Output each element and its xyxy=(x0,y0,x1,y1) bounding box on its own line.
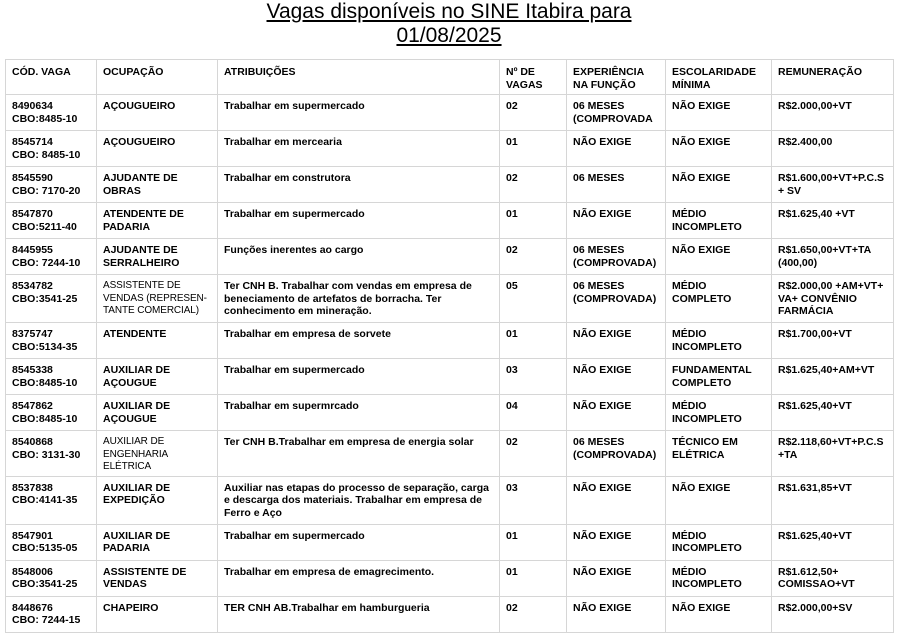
cell-experiencia: NÃO EXIGE xyxy=(567,131,666,167)
cell-vagas: 03 xyxy=(500,476,567,524)
cell-escolaridade: FUNDAMENTAL COMPLETO xyxy=(666,359,772,395)
cell-vagas: 05 xyxy=(500,275,567,323)
cell-remuneracao: R$2.000,00+VT xyxy=(772,95,894,131)
cell-experiencia: NÃO EXIGE xyxy=(567,476,666,524)
cell-atribuicoes: Ter CNH B.Trabalhar em empresa de energia solar xyxy=(218,431,500,477)
cell-atribuicoes: Trabalhar em supermrcado xyxy=(218,395,500,431)
vaga-code: 8547901 xyxy=(12,529,53,542)
cbo-code: CBO:8485-10 xyxy=(12,412,78,425)
cell-remuneracao: R$1.625,40+VT xyxy=(772,524,894,560)
cbo-code: CBO:5135-05 xyxy=(12,542,78,555)
cell-experiencia: 06 MESES xyxy=(567,167,666,203)
cell-cod xyxy=(6,476,97,524)
cbo-code: CBO: 8485-10 xyxy=(12,148,81,161)
table-row xyxy=(6,203,894,239)
cell-experiencia: NÃO EXIGE xyxy=(567,560,666,596)
cell-remuneracao: R$2.000,00 +AM+VT+ VA+ CONVÊNIO FARMÁCIA xyxy=(772,275,894,323)
cell-escolaridade: NÃO EXIGE xyxy=(666,476,772,524)
cell-escolaridade: MÉDIO COMPLETO xyxy=(666,275,772,323)
vaga-code: 8540868 xyxy=(12,436,53,448)
cell-ocupacao: ASSISTENTE DE VENDAS (REPRESEN-TANTE COMERCIAL) xyxy=(97,275,218,323)
cell-vagas: 01 xyxy=(500,203,567,239)
cell-experiencia: NÃO EXIGE xyxy=(567,203,666,239)
cell-ocupacao: AUXILIAR DE AÇOUGUE xyxy=(97,395,218,431)
table-row xyxy=(6,323,894,359)
cell-escolaridade: MÉDIO INCOMPLETO xyxy=(666,395,772,431)
cell-ocupacao: AUXILIAR DE ENGENHARIA ELÉTRICA xyxy=(97,431,218,477)
cell-remuneracao: R$1.612,50+ COMISSAO+VT xyxy=(772,560,894,596)
cell-remuneracao: R$2.118,60+VT+P.C.S +TA xyxy=(772,431,894,477)
vaga-code: 8547862 xyxy=(12,400,53,412)
cell-ocupacao: ASSISTENTE DE VENDAS xyxy=(97,560,218,596)
cell-cod xyxy=(6,167,97,203)
vaga-code: 8375747 xyxy=(12,328,53,340)
header-atribuicoes: ATRIBUIÇÕES xyxy=(218,60,500,95)
cbo-code: CBO:3541-25 xyxy=(12,292,78,305)
cell-escolaridade: NÃO EXIGE xyxy=(666,239,772,275)
table-row xyxy=(6,275,894,323)
cell-cod xyxy=(6,239,97,275)
cbo-code: CBO: 7170-20 xyxy=(12,184,81,197)
cbo-code: CBO:5134-35 xyxy=(12,340,78,353)
table-row xyxy=(6,560,894,596)
jobs-table xyxy=(5,59,894,633)
cell-atribuicoes: Trabalhar em mercearia xyxy=(218,131,500,167)
cell-escolaridade: MÉDIO INCOMPLETO xyxy=(666,560,772,596)
cell-cod xyxy=(6,560,97,596)
cell-experiencia: NÃO EXIGE xyxy=(567,323,666,359)
cell-ocupacao: CHAPEIRO xyxy=(97,596,218,632)
cell-cod xyxy=(6,203,97,239)
cell-escolaridade: NÃO EXIGE xyxy=(666,95,772,131)
header-cod: CÓD. VAGA xyxy=(6,60,97,95)
table-row xyxy=(6,239,894,275)
cell-ocupacao: AÇOUGUEIRO xyxy=(97,95,218,131)
cell-ocupacao: ATENDENTE DE PADARIA xyxy=(97,203,218,239)
cell-experiencia: 06 MESES (COMPROVADA) xyxy=(567,275,666,323)
cell-atribuicoes: Trabalhar em empresa de sorvete xyxy=(218,323,500,359)
table-row xyxy=(6,431,894,477)
cell-ocupacao: ATENDENTE xyxy=(97,323,218,359)
vaga-code: 8545338 xyxy=(12,364,53,376)
cell-experiencia: 06 MESES (COMPROVADA) xyxy=(567,431,666,477)
vaga-code: 8548006 xyxy=(12,565,53,578)
vaga-code: 8534782 xyxy=(12,280,53,292)
cell-vagas: 02 xyxy=(500,95,567,131)
table-row xyxy=(6,395,894,431)
cell-remuneracao: R$2.000,00+SV xyxy=(772,596,894,632)
page-title xyxy=(0,0,898,48)
cell-atribuicoes: Trabalhar em supermercado xyxy=(218,524,500,560)
cbo-code: CBO: 7244-10 xyxy=(12,256,81,269)
cell-remuneracao: R$1.625,40+VT xyxy=(772,395,894,431)
cell-remuneracao: R$2.400,00 xyxy=(772,131,894,167)
cbo-code: CBO: 3131-30 xyxy=(12,448,81,461)
table-row xyxy=(6,476,894,524)
cell-atribuicoes: Trabalhar em construtora xyxy=(218,167,500,203)
cell-ocupacao: AJUDANTE DE OBRAS xyxy=(97,167,218,203)
cbo-code: CBO:4141-35 xyxy=(12,494,78,507)
cell-escolaridade: MÉDIO INCOMPLETO xyxy=(666,203,772,239)
header-escolaridade: ESCOLARIDADE MÍNIMA xyxy=(666,60,772,95)
title-line-2: 01/08/2025 xyxy=(396,24,502,47)
cell-escolaridade: NÃO EXIGE xyxy=(666,131,772,167)
table-body xyxy=(6,95,894,633)
cell-vagas: 02 xyxy=(500,167,567,203)
cell-cod xyxy=(6,524,97,560)
cell-vagas: 04 xyxy=(500,395,567,431)
table-row xyxy=(6,131,894,167)
cell-cod xyxy=(6,95,97,131)
cell-atribuicoes: Trabalhar em supermercado xyxy=(218,203,500,239)
vaga-code: 8545714 xyxy=(12,136,53,148)
cell-experiencia: NÃO EXIGE xyxy=(567,359,666,395)
cell-atribuicoes: Trabalhar em supermercado xyxy=(218,359,500,395)
cell-escolaridade: NÃO EXIGE xyxy=(666,167,772,203)
cell-remuneracao: R$1.600,00+VT+P.C.S + SV xyxy=(772,167,894,203)
vaga-code: 8448676 xyxy=(12,601,53,614)
cbo-code: CBO: 7244-15 xyxy=(12,614,81,627)
cell-remuneracao: R$1.625,40+AM+VT xyxy=(772,359,894,395)
header-vagas: Nº DE VAGAS xyxy=(500,60,567,95)
cell-escolaridade: NÃO EXIGE xyxy=(666,596,772,632)
cell-cod xyxy=(6,431,97,477)
cell-experiencia: 06 MESES (COMPROVADA) xyxy=(567,239,666,275)
header-remuneracao: REMUNERAÇÃO xyxy=(772,60,894,95)
cell-atribuicoes: Funções inerentes ao cargo xyxy=(218,239,500,275)
cell-ocupacao: AUXILIAR DE AÇOUGUE xyxy=(97,359,218,395)
cell-remuneracao: R$1.700,00+VT xyxy=(772,323,894,359)
vaga-code: 8490634 xyxy=(12,100,53,112)
cbo-code: CBO:8485-10 xyxy=(12,112,78,125)
header-experiencia: EXPERIÊNCIA NA FUNÇÃO xyxy=(567,60,666,95)
cell-cod xyxy=(6,323,97,359)
cell-vagas: 02 xyxy=(500,431,567,477)
cell-vagas: 01 xyxy=(500,323,567,359)
cell-ocupacao: AUXILIAR DE PADARIA xyxy=(97,524,218,560)
cell-atribuicoes: Trabalhar em supermercado xyxy=(218,95,500,131)
vaga-code: 8537838 xyxy=(12,481,53,494)
cbo-code: CBO:5211-40 xyxy=(12,220,77,233)
cell-vagas: 01 xyxy=(500,524,567,560)
cell-cod xyxy=(6,395,97,431)
cell-remuneracao: R$1.650,00+VT+TA (400,00) xyxy=(772,239,894,275)
vaga-code: 8547870 xyxy=(12,208,53,220)
cell-ocupacao: AJUDANTE DE SERRALHEIRO xyxy=(97,239,218,275)
cell-escolaridade: MÉDIO INCOMPLETO xyxy=(666,524,772,560)
cell-vagas: 03 xyxy=(500,359,567,395)
header-ocupacao: OCUPAÇÃO xyxy=(97,60,218,95)
cell-experiencia: NÃO EXIGE xyxy=(567,524,666,560)
cell-remuneracao: R$1.625,40 +VT xyxy=(772,203,894,239)
cell-cod xyxy=(6,596,97,632)
cell-vagas: 02 xyxy=(500,596,567,632)
vaga-code: 8545590 xyxy=(12,172,53,184)
cell-vagas: 01 xyxy=(500,560,567,596)
cell-cod xyxy=(6,359,97,395)
cell-experiencia: NÃO EXIGE xyxy=(567,596,666,632)
cell-atribuicoes: Ter CNH B. Trabalhar com vendas em empresa de beneciamento de artefatos de borracha. Ter conhecimento em mineração. xyxy=(218,275,500,323)
cell-vagas: 02 xyxy=(500,239,567,275)
title-line-1: Vagas disponíveis no SINE Itabira para xyxy=(266,0,632,23)
cell-cod xyxy=(6,275,97,323)
cell-escolaridade: TÉCNICO EM ELÉTRICA xyxy=(666,431,772,477)
cell-vagas: 01 xyxy=(500,131,567,167)
cell-experiencia: 06 MESES (COMPROVADA xyxy=(567,95,666,131)
table-row xyxy=(6,524,894,560)
cbo-code: CBO:8485-10 xyxy=(12,376,78,389)
table-header-row xyxy=(6,60,894,95)
cell-ocupacao: AÇOUGUEIRO xyxy=(97,131,218,167)
cbo-code: CBO:3541-25 xyxy=(12,578,78,591)
vaga-code: 8445955 xyxy=(12,244,53,256)
table-row xyxy=(6,167,894,203)
table-row xyxy=(6,359,894,395)
cell-experiencia: NÃO EXIGE xyxy=(567,395,666,431)
cell-atribuicoes: Trabalhar em empresa de emagrecimento. xyxy=(218,560,500,596)
cell-remuneracao: R$1.631,85+VT xyxy=(772,476,894,524)
cell-cod xyxy=(6,131,97,167)
cell-ocupacao: AUXILIAR DE EXPEDIÇÃO xyxy=(97,476,218,524)
table-row xyxy=(6,596,894,632)
table-row xyxy=(6,95,894,131)
cell-atribuicoes: TER CNH AB.Trabalhar em hamburgueria xyxy=(218,596,500,632)
cell-atribuicoes: Auxiliar nas etapas do processo de separação, carga e descarga dos materiais. Trabalhar em empresa de Ferro e Aço xyxy=(218,476,500,524)
cell-escolaridade: MÉDIO INCOMPLETO xyxy=(666,323,772,359)
